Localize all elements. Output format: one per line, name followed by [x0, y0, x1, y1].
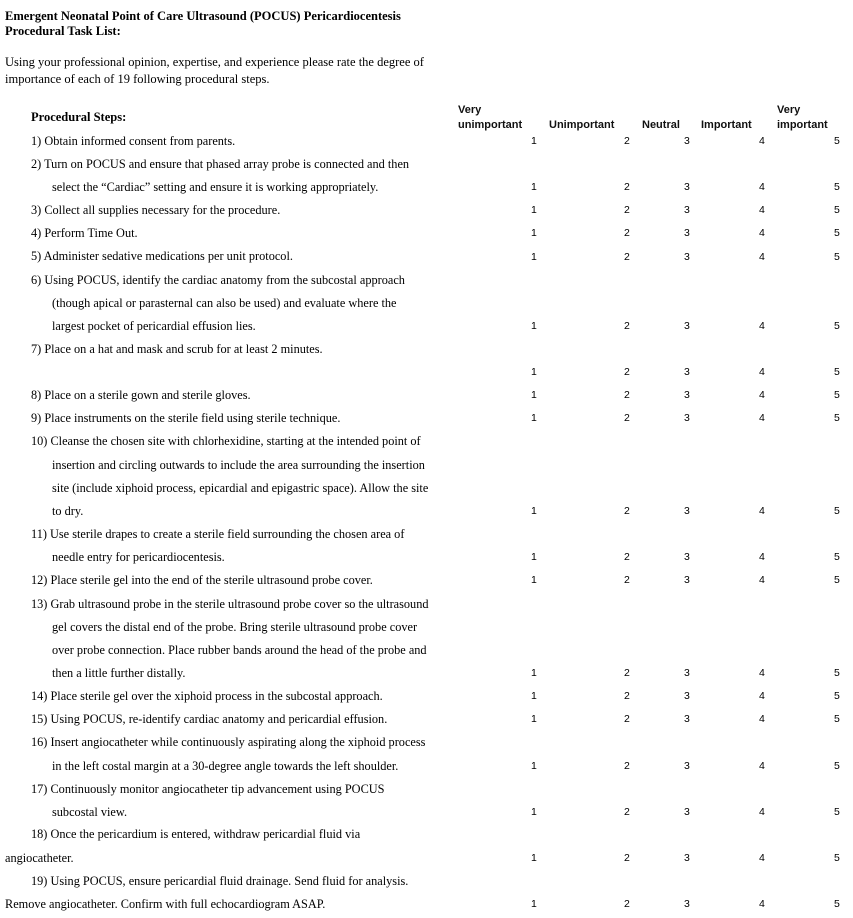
rating-value-1: 1: [531, 574, 537, 586]
rating-value-4: 4: [759, 690, 765, 702]
rating-value-3: 3: [684, 366, 690, 378]
rating-value-4: 4: [759, 227, 765, 239]
scale-header-line: unimportant: [458, 119, 523, 131]
step-text-continuation: subcostal view.: [52, 805, 128, 819]
rating-value-3: 3: [684, 551, 690, 563]
scale-header-line: important: [777, 119, 828, 131]
rating-value-1: 1: [531, 251, 537, 263]
document-title: [5, 9, 401, 39]
rating-value-1: 1: [531, 320, 537, 332]
rating-value-4: 4: [759, 204, 765, 216]
rating-value-3: 3: [684, 505, 690, 517]
rating-value-5: 5: [834, 412, 840, 424]
rating-value-1: 1: [531, 667, 537, 679]
step-text: 4) Perform Time Out.: [31, 226, 138, 240]
step-text: 10) Cleanse the chosen site with chlorhexidine, starting at the intended point of: [31, 434, 421, 448]
step-text-continuation: over probe connection. Place rubber bands around the head of the probe and: [52, 643, 427, 657]
scale-header-line: Neutral: [642, 119, 680, 131]
intro-paragraph: Using your professional opinion, expertise, and experience please rate the degree of importance of each of 19 following procedural steps.: [5, 55, 424, 86]
rating-value-4: 4: [759, 389, 765, 401]
rating-value-2: 2: [624, 135, 630, 147]
rating-value-3: 3: [684, 181, 690, 193]
rating-value-3: 3: [684, 251, 690, 263]
rating-value-4: 4: [759, 760, 765, 772]
rating-value-1: 1: [531, 412, 537, 424]
rating-value-3: 3: [684, 204, 690, 216]
rating-value-2: 2: [624, 690, 630, 702]
rating-value-1: 1: [531, 181, 537, 193]
rating-value-5: 5: [834, 204, 840, 216]
rating-value-5: 5: [834, 320, 840, 332]
rating-value-4: 4: [759, 412, 765, 424]
rating-value-4: 4: [759, 320, 765, 332]
rating-value-1: 1: [531, 135, 537, 147]
rating-value-3: 3: [684, 227, 690, 239]
rating-value-5: 5: [834, 389, 840, 401]
step-text-continuation: (though apical or parasternal can also be used) and evaluate where the: [52, 296, 397, 310]
step-text: 11) Use sterile drapes to create a sterile field surrounding the chosen area of: [31, 527, 405, 541]
rating-value-3: 3: [684, 320, 690, 332]
step-text: 16) Insert angiocatheter while continuously aspirating along the xiphoid process: [31, 735, 426, 749]
step-text: 14) Place sterile gel over the xiphoid process in the subcostal approach.: [31, 689, 383, 703]
rating-value-4: 4: [759, 551, 765, 563]
rating-value-2: 2: [624, 852, 630, 864]
rating-value-4: 4: [759, 713, 765, 725]
rating-value-1: 1: [531, 551, 537, 563]
step-text: 12) Place sterile gel into the end of the sterile ultrasound probe cover.: [31, 573, 373, 587]
rating-value-5: 5: [834, 366, 840, 378]
rating-value-2: 2: [624, 412, 630, 424]
rating-value-2: 2: [624, 760, 630, 772]
rating-value-2: 2: [624, 806, 630, 818]
rating-value-1: 1: [531, 227, 537, 239]
step-text-continuation: select the “Cardiac” setting and ensure it is working appropriately.: [52, 180, 379, 194]
rating-value-5: 5: [834, 806, 840, 818]
scale-header-line: Very: [458, 104, 482, 116]
rating-value-2: 2: [624, 389, 630, 401]
step-text-continuation: largest pocket of pericardial effusion lies.: [52, 319, 256, 333]
rating-value-4: 4: [759, 366, 765, 378]
step-text-continuation: insertion and circling outwards to include the area surrounding the insertion: [52, 458, 425, 472]
procedural-steps-header: Procedural Steps:: [31, 110, 127, 124]
rating-value-3: 3: [684, 135, 690, 147]
step-text-continuation: then a little further distally.: [52, 666, 186, 680]
rating-value-4: 4: [759, 852, 765, 864]
rating-value-4: 4: [759, 806, 765, 818]
step-text-continuation: to dry.: [52, 504, 84, 518]
rating-value-5: 5: [834, 852, 840, 864]
step-text: 13) Grab ultrasound probe in the sterile ultrasound probe cover so the ultrasound: [31, 597, 429, 611]
rating-value-5: 5: [834, 898, 840, 910]
rating-value-2: 2: [624, 505, 630, 517]
rating-value-3: 3: [684, 690, 690, 702]
rating-value-5: 5: [834, 713, 840, 725]
rating-value-3: 3: [684, 852, 690, 864]
rating-value-5: 5: [834, 251, 840, 263]
step-text: 5) Administer sedative medications per unit protocol.: [31, 249, 293, 263]
rating-value-5: 5: [834, 227, 840, 239]
rating-value-2: 2: [624, 551, 630, 563]
rating-value-5: 5: [834, 574, 840, 586]
scale-header-very-unimportant: [458, 103, 522, 133]
rating-value-1: 1: [531, 898, 537, 910]
step-text: 17) Continuously monitor angiocatheter tip advancement using POCUS: [31, 782, 385, 796]
scale-header-line: Very: [777, 104, 801, 116]
step-text: 18) Once the pericardium is entered, withdraw pericardial fluid via: [31, 827, 361, 841]
rating-value-3: 3: [684, 806, 690, 818]
rating-value-5: 5: [834, 181, 840, 193]
step-text-continuation: site (include xiphoid process, epicardial and epigastric space). Allow the site: [52, 481, 429, 495]
scale-header-important: [701, 118, 752, 133]
rating-value-5: 5: [834, 505, 840, 517]
step-text: 15) Using POCUS, re-identify cardiac anatomy and pericardial effusion.: [31, 712, 388, 726]
rating-value-3: 3: [684, 713, 690, 725]
step-text-continuation: in the left costal margin at a 30-degree angle towards the left shoulder.: [52, 759, 399, 773]
rating-value-1: 1: [531, 690, 537, 702]
rating-value-2: 2: [624, 227, 630, 239]
rating-value-1: 1: [531, 366, 537, 378]
rating-value-2: 2: [624, 574, 630, 586]
rating-value-4: 4: [759, 667, 765, 679]
rating-value-5: 5: [834, 690, 840, 702]
rating-value-4: 4: [759, 574, 765, 586]
step-text-continuation: angiocatheter.: [5, 851, 74, 865]
title-line-1: Emergent Neonatal Point of Care Ultrasound (POCUS) Pericardiocentesis: [5, 9, 401, 23]
rating-value-5: 5: [834, 551, 840, 563]
rating-value-1: 1: [531, 852, 537, 864]
step-text: 1) Obtain informed consent from parents.: [31, 134, 236, 148]
step-text: 8) Place on a sterile gown and sterile gloves.: [31, 388, 251, 402]
scale-header-line: Important: [701, 119, 752, 131]
rating-value-3: 3: [684, 898, 690, 910]
scale-header-very-important: [777, 103, 828, 133]
rating-value-5: 5: [834, 760, 840, 772]
rating-value-4: 4: [759, 505, 765, 517]
rating-value-3: 3: [684, 667, 690, 679]
rating-value-3: 3: [684, 574, 690, 586]
rating-value-4: 4: [759, 135, 765, 147]
rating-value-2: 2: [624, 181, 630, 193]
step-text: 3) Collect all supplies necessary for the procedure.: [31, 203, 281, 217]
rating-value-1: 1: [531, 713, 537, 725]
rating-value-2: 2: [624, 713, 630, 725]
step-text: 7) Place on a hat and mask and scrub for at least 2 minutes.: [31, 342, 323, 356]
rating-value-2: 2: [624, 320, 630, 332]
step-text-continuation: gel covers the distal end of the probe. Bring sterile ultrasound probe cover: [52, 620, 418, 634]
rating-value-2: 2: [624, 204, 630, 216]
scale-header-line: Unimportant: [549, 119, 615, 131]
rating-value-2: 2: [624, 366, 630, 378]
rating-value-3: 3: [684, 760, 690, 772]
scale-header-unimportant: [549, 118, 614, 133]
rating-value-4: 4: [759, 251, 765, 263]
rating-value-3: 3: [684, 412, 690, 424]
step-text-continuation: Remove angiocatheter. Confirm with full echocardiogram ASAP.: [5, 897, 326, 911]
step-text: 6) Using POCUS, identify the cardiac anatomy from the subcostal approach: [31, 273, 405, 287]
rating-value-1: 1: [531, 204, 537, 216]
rating-value-1: 1: [531, 806, 537, 818]
rating-value-4: 4: [759, 181, 765, 193]
rating-value-3: 3: [684, 389, 690, 401]
title-line-2: Procedural Task List:: [5, 24, 121, 38]
rating-value-1: 1: [531, 505, 537, 517]
step-text: 2) Turn on POCUS and ensure that phased array probe is connected and then: [31, 157, 410, 171]
step-text: 19) Using POCUS, ensure pericardial fluid drainage. Send fluid for analysis.: [31, 874, 409, 888]
rating-value-2: 2: [624, 667, 630, 679]
rating-value-4: 4: [759, 898, 765, 910]
rating-value-1: 1: [531, 760, 537, 772]
step-text-continuation: needle entry for pericardiocentesis.: [52, 550, 225, 564]
rating-value-5: 5: [834, 667, 840, 679]
step-text: 9) Place instruments on the sterile field using sterile technique.: [31, 411, 341, 425]
rating-value-1: 1: [531, 389, 537, 401]
rating-value-2: 2: [624, 898, 630, 910]
scale-header-neutral: [642, 118, 680, 133]
rating-value-5: 5: [834, 135, 840, 147]
rating-value-2: 2: [624, 251, 630, 263]
